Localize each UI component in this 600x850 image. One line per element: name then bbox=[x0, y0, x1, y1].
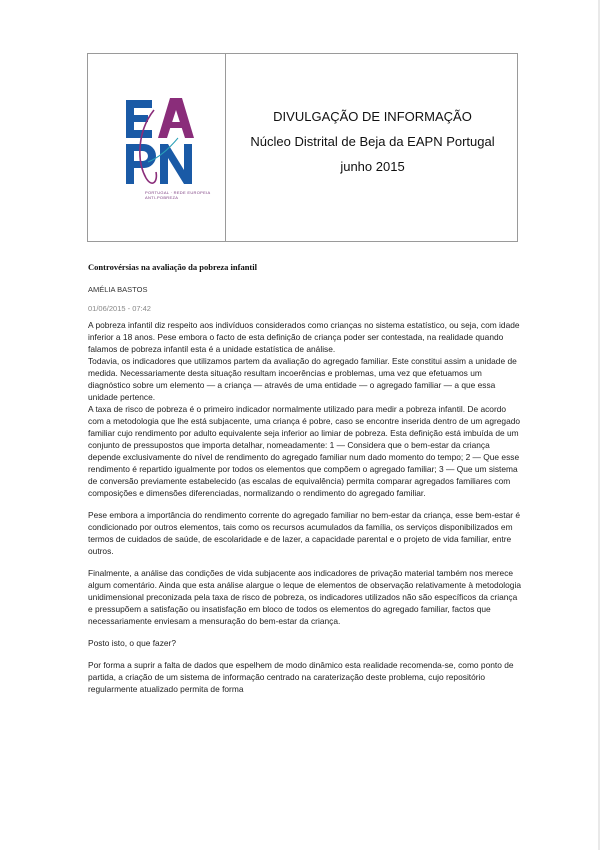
eapn-logo bbox=[118, 90, 204, 190]
article-timestamp: 01/06/2015 - 07:42 bbox=[88, 304, 151, 313]
header-title: DIVULGAÇÃO DE INFORMAÇÃO bbox=[273, 109, 472, 124]
header-text bbox=[226, 104, 519, 179]
article-body bbox=[88, 319, 523, 695]
logo-tagline: PORTUGAL · REDE EUROPEIA ANTI-POBREZA bbox=[145, 190, 211, 200]
article-paragraph: Pese embora a importância do rendimento corrente do agregado familiar no bem-estar da criança, esse bem-estar é condicionado por outros elementos, tais como os recursos acumulados da família, os serviços disponibilizados em termos de cuidados de saúde, de escolaridade e de lazer, a capacidade parental e o projeto de vida familiar, entre outros. bbox=[88, 510, 521, 556]
article-author: AMÉLIA BASTOS bbox=[88, 285, 148, 294]
logo-letter-n bbox=[160, 144, 192, 184]
article-paragraph: Finalmente, a análise das condições de vida subjacente aos indicadores de privação material também nos merece algum comentário. Ainda que esta análise alargue o leque de elementos de observação relativamente à metodologia unidimensional preconizada pela taxa de risco de pobreza, os indicadores utilizados não são específicos da criança e pressupõem a satisfação ou insatisfação em bloco de todos os elementos do agregado familiar, factos que necessariamente enviesam a mensuração do bem-estar da criança. bbox=[88, 568, 521, 626]
document-header bbox=[87, 53, 518, 242]
header-subtitle: Núcleo Distrital de Beja da EAPN Portugal bbox=[250, 134, 495, 149]
logo-cell bbox=[88, 54, 226, 241]
article bbox=[88, 262, 523, 695]
article-paragraph: Todavia, os indicadores que utilizamos partem da avaliação do agregado familiar. Este constitui assim a unidade de medida. Necessariamente desta situação resultam incoerências e problemas, uma vez que efetuamos um diagnóstico sobre um elemento — a criança — através de uma entidade — o agregado familiar — a que essa unidade pertence. bbox=[88, 356, 517, 402]
article-paragraph: Por forma a suprir a falta de dados que espelhem de modo dinâmico esta realidade recomenda-se, como ponto de partida, a criação de um sistema de informação centrado na caraterização deste problema, cujo repositório regularmente atualizado permita de forma bbox=[88, 660, 514, 694]
logo-letter-a bbox=[158, 98, 194, 138]
article-title: Controvérsias na avaliação da pobreza infantil bbox=[88, 262, 257, 272]
article-paragraph: A taxa de risco de pobreza é o primeiro indicador normalmente utilizado para medir a pobreza infantil. De acordo com a metodologia que lhe está subjacente, uma criança é pobre, caso se encontre inserida dentro de um agregado familiar cujo rendimento por adulto equivalente seja inferior ao limiar de pobreza. Esta definição está imbuída de um conjunto de pressupostos que importa detalhar, nomeadamente: 1 — Considera que o bem-estar da criança depende exclusivamente do nível de rendimento do agregado familiar num dado momento do tempo; 2 — Que esse rendimento é repartido igualmente por todos os elementos que compõem o agregado familiar; 3 — Que um sistema de conversão previamente estabelecido (as escalas de equivalência) permita comparar agregados familiares com composições e dimensões diferenciadas, normalizando o rendimento do agregado familiar. bbox=[88, 404, 521, 498]
header-date: junho 2015 bbox=[340, 159, 405, 174]
article-paragraph: Posto isto, o que fazer? bbox=[88, 638, 176, 648]
article-paragraph: A pobreza infantil diz respeito aos indivíduos considerados como crianças no sistema estatístico, ou seja, com idade inferior a 18 anos. Pese embora o facto de esta definição de criança poder ser contestada, na realidade quando falamos de pobreza infantil esta é a unidade estatística de análise. bbox=[88, 320, 520, 354]
